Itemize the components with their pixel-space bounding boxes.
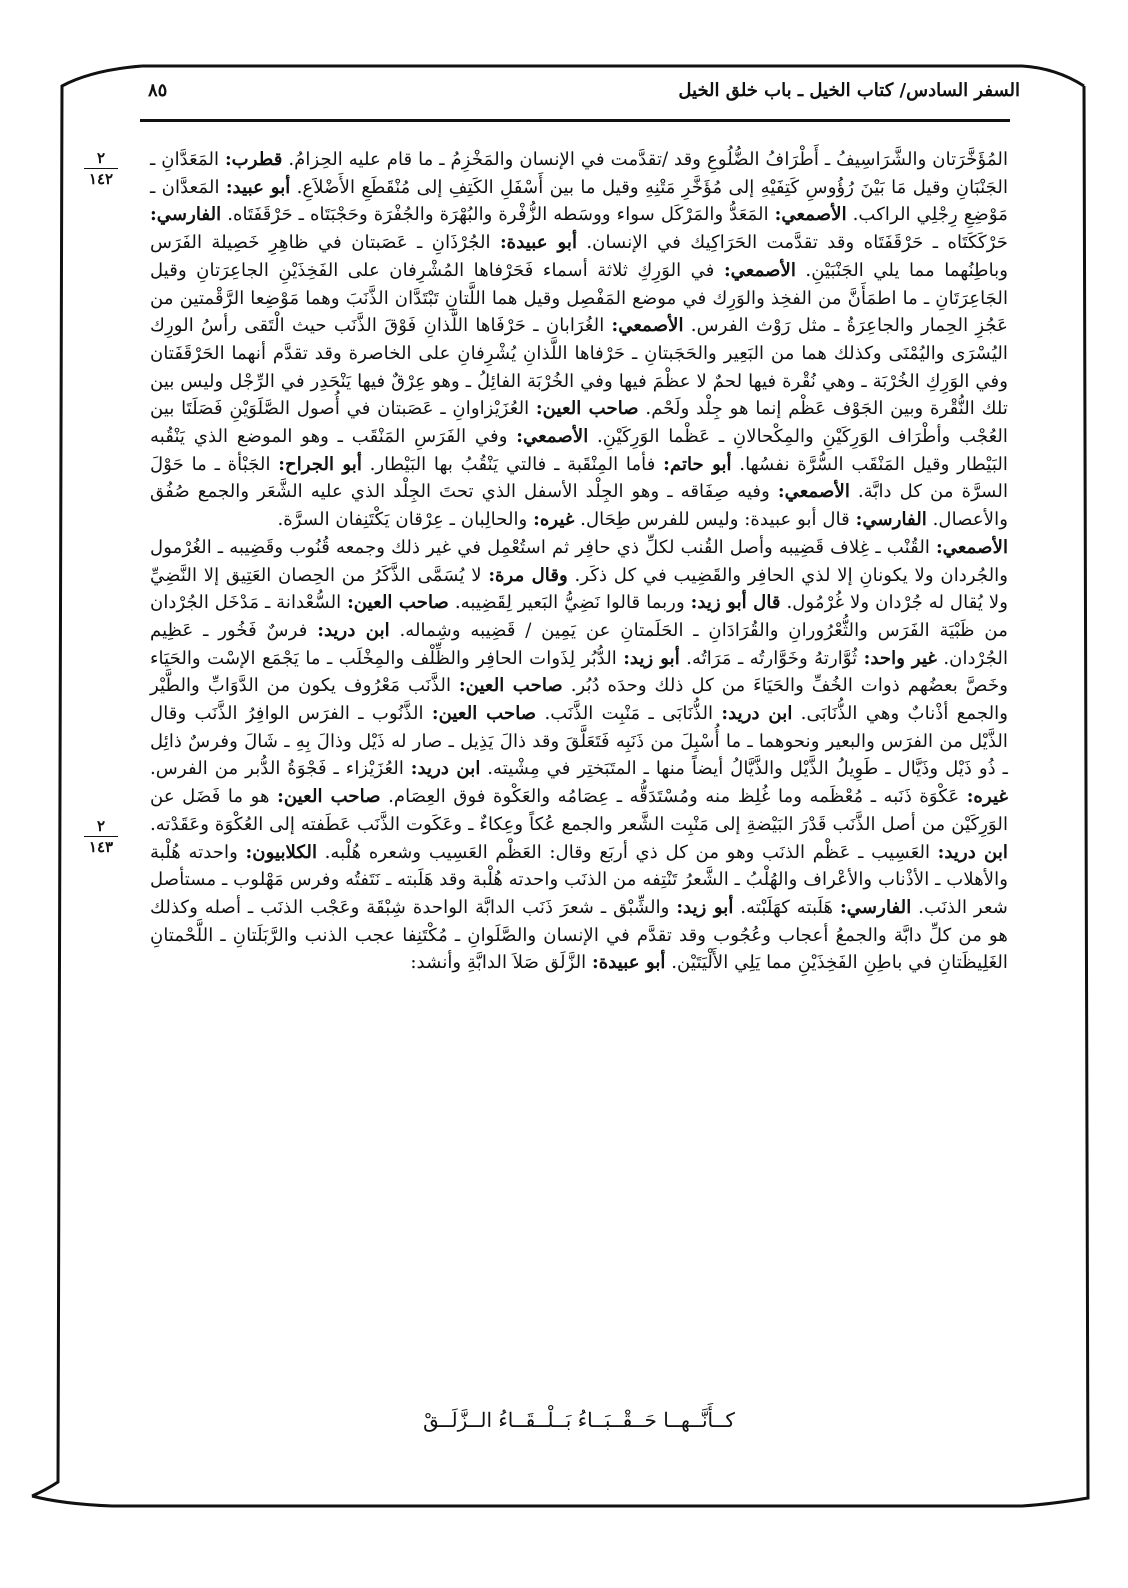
margin-ref-rule	[84, 168, 118, 169]
text-run: المُؤَخَّرَتان والشَّرَاسِيفُ ـ أَطْرَافُ الضُّلُوعِ وقد /تقدَّمت في الإنسان والمَخْزِمُ ـ ما قام عليه الحِزامُ.	[282, 149, 1008, 170]
text-run: الزَّلَق صَلاَ الدابَّةِ وأنشد:	[410, 952, 592, 974]
text-run: وربما قالوا نَضِيُّ البَعير لِقَضِيبه.	[449, 592, 691, 614]
speaker-name: ابن دريد:	[410, 758, 481, 780]
text-run: حَرْكَكَتَاه ـ حَرْقَفَتَاه وقد تقدَّمت الحَرَاكِيك في الإنسان.	[577, 232, 1008, 254]
text-run: الذَّنُوب ـ الفرَس الوافِرُ الذَّنَب وقال الذَّيْل من الفرَس والبعير ونحوهما ـ ما أُسْبِلَ من ذَنَبِه فَتَعَلَّقَ وقد ذالَ يَذِيل ـ صار له ذَيْل وذالَ بِهِ ـ شَالَ وفرسٌ ذائِل ـ ذُو ذَيْل وذَيَّال ـ طَوِيلُ الذَّيْل والذَّيَّالُ أيضاً منها ـ المتَبَختِر في مِشْيته.	[150, 703, 1008, 780]
speaker-name: الفارسي:	[840, 896, 912, 918]
speaker-name: أبو زيد:	[623, 647, 680, 669]
paragraph	[150, 146, 1008, 534]
text-run: هَلَبته كهَلَبْته.	[733, 896, 841, 918]
text-run: المَعَدَّانِ ـ الجَنْبَانِ وقيل مَا بَيْنَ رُؤُوسِ كَتِفَيْهِ إلى مُؤَخَّرِ مَتْنِهِ وقيل ما بين أَسْفَلِ الكَتِفِ إلى مُنْقَطَعِ الأَضْلاَعِ.	[150, 149, 1009, 198]
speaker-name: ابن دريد:	[937, 841, 1008, 863]
speaker-name: الأصمعي:	[777, 481, 850, 503]
poetry-verse: كــأَنَّــهــا حَــقْــبَــاءُ بَــلْــقَــاءُ الــزَّلَــقْ	[423, 1408, 735, 1432]
speaker-name: الأصمعي:	[723, 259, 796, 281]
header-rule	[140, 119, 1010, 122]
margin-ref-volume: ٢	[96, 149, 106, 167]
speaker-name: قطرب:	[224, 149, 283, 170]
text-run: واحدته هُلْبة والأهلاب ـ الأذْناب والأعْراف والهُلْبُ ـ الشَّعرُ تَنْتِفه من الذنَب واحدته هُلْبة وقد هَلَبته ـ نَتَفتُه وفرس مَهْلوب ـ مستأصل شعر الذنَب.	[150, 841, 1008, 918]
margin-ref-volume: ٢	[96, 817, 106, 835]
speaker-name: صاحب العين:	[458, 675, 563, 697]
page-number: ٨٥	[148, 80, 168, 101]
text-run: الدُّبُر لِذَوات الحافِر والظِّلْف والمِخْلَب ـ ما يَجْمَع الإسْت والحَيَاء وخَصَّ بعضُهم ذوات الخُفِّ والحَيَاءَ من كل ذلك وحدَه دُبُر.	[150, 647, 1008, 697]
text-run: العُزَيْزاوانِ ـ عَصَبتان في أُصول الصَّلَوَيْنِ فَصَلَتَا بين العُجْب وأطْرَاف الوَرِكَيْنِ والمِكْحالانِ ـ عَظْما الوَرِكَيْنِ.	[150, 398, 1008, 448]
margin-ref-page: ١٤٣	[88, 838, 114, 856]
text-run: عَكْوَة ذَنَبه ـ مُعْظَمه وما غُلِظ منه ومُسْتَدَقُّه ـ عِصَامُه والعَكْوة فوق العِصَام.	[380, 786, 967, 808]
speaker-name: غيره:	[533, 509, 575, 531]
text-run: القُنْب ـ غِلاف قَضِيبه وأصل القُنب لكلِّ ذي حافِر ثم استُعْمِل في غير ذلك وجمعه قُنُوب وقَضِيبه ـ الغُرْمول والجُردان ولا يكونانِ إلا لذي الحافِر والقَضِيب في كل ذكَر.	[150, 536, 1009, 586]
text-run: السُّعْدانة ـ مَدْخَل الجُرْدان من ظَبْيَة الفَرَس والثُّعْرُورانِ والقُرَادَانِ ـ الحَلَمتانِ عن يَمِين / قَضِيبه وشِماله.	[150, 592, 1008, 641]
text-run: قال أبو عبيدة: وليس للفرس طِحَال.	[574, 509, 856, 531]
speaker-name: الأصمعي:	[611, 315, 684, 337]
text-run: فأما المِنْقَبة ـ فالتي يَنْقُبُ بها البَيْطار.	[361, 453, 664, 475]
text-run: الجَبْأة ـ ما حَوْلَ السرَّة من كل دابَّة.	[150, 453, 1008, 503]
speaker-name: غير واحد:	[863, 647, 937, 669]
text-run: والحالِبان ـ عِرْقان يَكْتَنِفان السرَّة.	[277, 509, 534, 531]
text-run: الذَّنَب مَعْرُوف يكون من الدَّوَابِّ والطَّيْر والجمع أذْنابٌ وهي الذُّنَابَى.	[150, 675, 1009, 725]
speaker-name: أبو عبيدة:	[592, 952, 666, 974]
speaker-name: الأصمعي:	[516, 426, 589, 448]
text-run: فرسٌ فَخُور ـ عَظِيم الجُرْدان.	[150, 619, 1008, 669]
speaker-name: غيره:	[966, 786, 1008, 808]
running-header-title: السفر السادس/ كتاب الخيل ـ باب خلق الخيل	[678, 80, 1020, 101]
text-run: العَسِيب ـ عَظْم الذنَب وهو من كل ذي أربَع وقال: العَظْم العَسِيب وشعره هُلْبه.	[317, 841, 938, 863]
body-text	[150, 146, 1008, 977]
speaker-name: الأصمعي:	[774, 204, 847, 226]
speaker-name: صاحب العين:	[347, 592, 450, 614]
speaker-name: وقال مرة:	[488, 564, 568, 586]
text-run: وفيه صِفَاقه ـ وهو الجِلْد الأسفل الذي تحتَ الجِلْد الذي عليه الشَّعَر والجمع صُفُق والأعصال.	[150, 481, 1008, 531]
speaker-name: قال أبو زيد:	[690, 592, 781, 614]
margin-reference	[78, 150, 124, 187]
text-run: الجُرْذَانِ ـ عَصَبتان في ظاهِرِ خَصِيلة الفَرَس وباطِنُهما مما يلي الجَنْبَيْنِ.	[150, 232, 1008, 281]
speaker-name: الكلابيون:	[245, 841, 318, 863]
running-header	[140, 80, 1020, 110]
speaker-name: أبو زيد:	[676, 896, 734, 918]
margin-ref-rule	[84, 836, 118, 837]
speaker-name: صاحب العين:	[535, 398, 639, 420]
text-run: هو ما فَضَل عن الوَرِكَيْن من أصل الذَّنَب قَدْرَ البَيْضةِ إلى مَنْبِت الشَّعر والجمع عُكاً وعِكاءٌ ـ وعَكَوت الذَّنَب عَطَفته إلى العُكْوَة وعَقَدْته.	[150, 786, 1008, 835]
text-run: في الوَرِكِ ثلاثة أسماء فَحَرْفاها المُشْرِفان على الفَخِذَيْنِ الجاعِرَتانِ وقيل الجَاعِرَتَانِ ـ ما اطمَأَنَّ من الفخِذ والوَرِك في موضع المَفْصِل وقيل هما اللَّتانِ تَبْتَدَّان الذَّنَبَ وهما مَوْضِعا الرَّقْمتين من عَجُزِ الحِمار والجاعِرَةُ ـ مثل رَوْث الفرس.	[150, 259, 1008, 337]
text-run: المَعَدُّ والمَرْكَل سواء ووسَطه الزُّفْرة والبُهْرَة والجُفْرَة وحَجْبَتَاه ـ حَرْقَفَتَاه.	[221, 204, 775, 226]
text-run: والشِّبْق ـ شعرَ ذَنَب الدابَّة الواحدة شِبْقَة وعَجْب الذنَب ـ أصله وكذلك هو من كلِّ دابَّة والجمعُ أعجاب وعُجُوب وقد تقدَّم في الإنسان والصَّلَوانِ ـ مُكْتَنِفا عجب الذنب والرَّبَلَتانِ ـ اللَّحْمتانِ الغَلِيظَتانِ في باطِنِ الفَخِذَيْنِ مما يَلِي الأَلْيَتَيْن.	[150, 896, 1008, 974]
speaker-name: أبو حاتم:	[663, 453, 732, 475]
text-run: العُزَيْزاء ـ فَجْوَةُ الدُّبر من الفرس.	[150, 758, 411, 780]
speaker-name: صاحب العين:	[431, 703, 537, 725]
speaker-name: الفارسي:	[150, 204, 222, 226]
speaker-name: أبو عبيدة:	[499, 232, 577, 254]
speaker-name: ابن دريد:	[317, 619, 390, 641]
speaker-name: صاحب العين:	[277, 786, 381, 808]
text-run: ثُوَّارتهُ وخَوَّارتُه ـ مَرَاتُه.	[679, 647, 864, 669]
text-run: وفي الفَرَسِ المَنْقَب ـ وهو الموضع الذي يَنْقُبه البَيْطار وقيل المَنْقَب السُّرَّة نفسُها.	[150, 426, 1008, 475]
speaker-name: أبو الجراح:	[278, 453, 362, 475]
text-run: الذُّنَابَى ـ مَنْبِت الذَّنَب.	[536, 703, 722, 725]
speaker-name: الفارسي:	[855, 509, 927, 531]
speaker-name: أبو عبيد:	[225, 176, 291, 198]
text-run: لا يُسَمَّى الذَّكَرُ من الحِصان العَتِيق إلا النَّضِيِّ ولا يُقال له جُرْدان ولا غُرْمُول.	[150, 564, 1008, 614]
text-run: الغُرَابان ـ حَرْفَاها اللَّذانِ فَوْقَ الذَّنَب حيث الْتَقى رأسُ الورِك اليُسْرَى واليُمْنَى وكذلك هما من البَعِير والحَجَبتانِ ـ حَرْفاها اللَّذانِ يُشْرِفانِ على الخاصرة وقد تقدَّم أنهما الحَرْقَفَتان وفي الوَرِكِ الخُرْبَة ـ وهي نُقْرة فيها لحمٌ لا عظْمَ فيها وفي الخُرْبَة الفائِلُ ـ وهو عِرْقٌ فيها يَنْحَدِر في الرِّجْل وليس بين تلك النُّقْرة وبين الجَوْف عَظْم إنما هو جِلْد ولَحْم.	[150, 315, 1008, 420]
margin-reference	[78, 818, 124, 855]
speaker-name: الأصمعي:	[935, 536, 1008, 558]
speaker-name: ابن دريد:	[721, 703, 793, 725]
margin-ref-page: ١٤٢	[88, 170, 114, 188]
paragraph	[150, 534, 1008, 977]
text-run: المَعدَّان ـ مَوْضِعِ رِجْلِي الراكب.	[150, 176, 1008, 226]
